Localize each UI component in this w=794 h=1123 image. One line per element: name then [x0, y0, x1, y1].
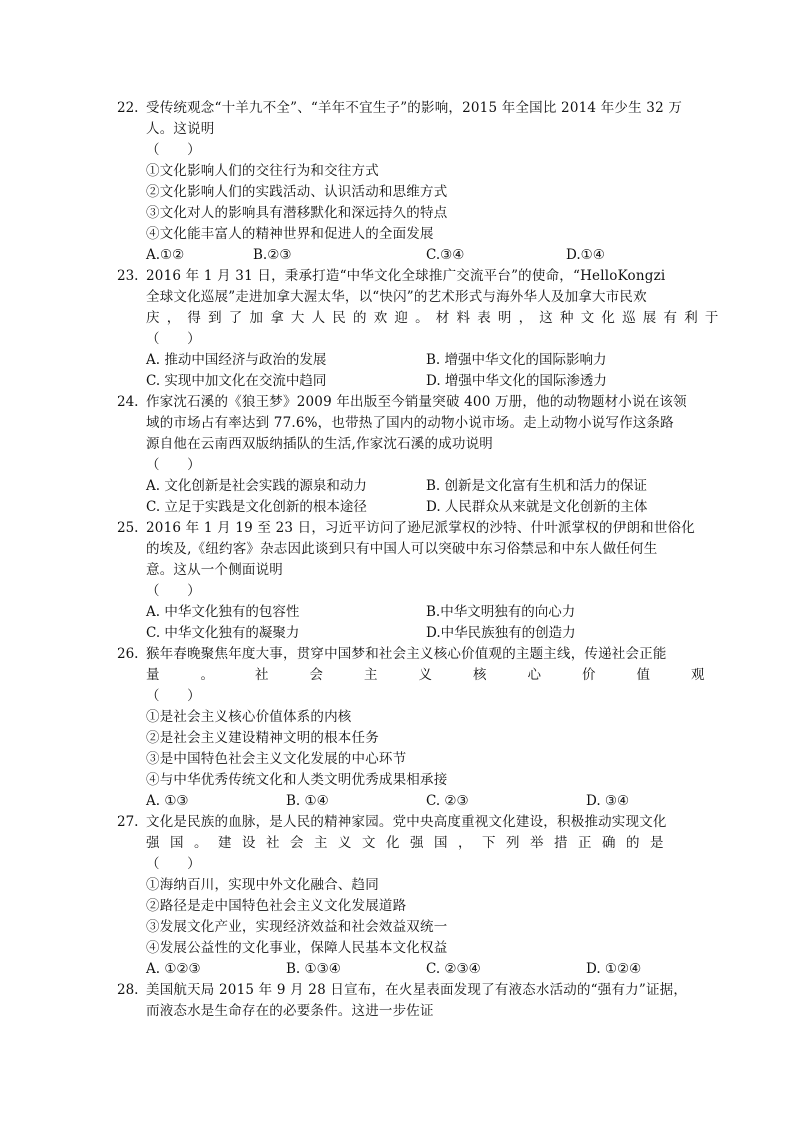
question-stem: 人。这说明 — [146, 121, 215, 137]
question-stem: 猴年春晚聚焦年度大事，贯穿中国梦和社会主义核心价值观的主题主线，传递社会正能 — [146, 646, 667, 662]
question-number: 26. — [117, 646, 139, 662]
question-number: 25. — [117, 520, 139, 536]
answer-blank: （ ） — [146, 331, 201, 347]
statement-item: ①海纳百川，实现中外文化融合、趋同 — [146, 877, 379, 893]
question-stem: 域的市场占有率达到 77.6%，也带热了国内的动物小说市场。走上动物小说写作这条路 — [146, 415, 674, 431]
question-stem: 强国。建设社会主义文化强国，下列举措正确的是 — [146, 835, 674, 851]
option-a: A. ①③ — [146, 793, 189, 809]
option-c: C. 实现中加文化在交流中趋同 — [146, 373, 327, 389]
question-stem: 作家沈石溪的《狼王梦》2009 年出版至今销量突破 400 万册，他的动物题材小说在该领 — [146, 394, 687, 410]
option-a: A. ①②③ — [146, 961, 201, 977]
option-c: C. ②③④ — [426, 961, 481, 977]
statement-item: ④发展公益性的文化事业，保障人民基本文化权益 — [146, 940, 448, 956]
question-stem: 2016 年 1 月 19 至 23 日，习近平访问了逊尼派掌权的沙特、什叶派掌权的伊朗和世俗化 — [146, 520, 695, 536]
option-a: A.①② — [146, 247, 185, 263]
statement-item: ③文化对人的影响具有潜移默化和深远持久的特点 — [146, 205, 448, 221]
statement-item: ②是社会主义建设精神文明的根本任务 — [146, 730, 379, 746]
question-number: 27. — [117, 814, 139, 830]
option-b: B.中华文明独有的向心力 — [426, 604, 576, 620]
question-stem: 庆，得到了加拿大人民的欢迎。材料表明，这种文化巡展有利于 — [146, 310, 726, 326]
option-d: D. 增强中华文化的国际渗透力 — [426, 373, 607, 389]
option-a: A. 文化创新是社会实践的源泉和动力 — [146, 478, 367, 494]
option-d: D. ①②④ — [586, 961, 642, 977]
question-stem: 源自他在云南西双版纳插队的生活,作家沈石溪的成功说明 — [146, 436, 493, 452]
question-number: 23. — [117, 268, 139, 284]
statement-item: ①是社会主义核心价值体系的内核 — [146, 709, 352, 725]
statement-item: ③是中国特色社会主义文化发展的中心环节 — [146, 751, 407, 767]
question-stem: 意。这从一个侧面说明 — [146, 562, 283, 578]
option-b: B. ①③④ — [286, 961, 341, 977]
option-c: C. ②③ — [426, 793, 469, 809]
question-number: 28. — [117, 982, 139, 998]
option-a: A. 中华文化独有的包容性 — [146, 604, 300, 620]
statement-item: ③发展文化产业，实现经济效益和社会效益双统一 — [146, 919, 448, 935]
option-d: D. ③④ — [586, 793, 630, 809]
question-stem: 2016 年 1 月 31 日，秉承打造“中华文化全球推广交流平台”的使命，“HelloKongzi — [146, 268, 666, 284]
statement-item: ④文化能丰富人的精神世界和促进人的全面发展 — [146, 226, 434, 242]
answer-blank: （ ） — [146, 688, 201, 704]
question-stem: 全球文化巡展”走进加拿大渥太华，以“快闪”的艺术形式与海外华人及加拿大市民欢 — [146, 289, 647, 305]
option-c: C. 中华文化独有的凝聚力 — [146, 625, 300, 641]
answer-blank: （ ） — [146, 856, 201, 872]
option-b: B. 创新是文化富有生机和活力的保证 — [426, 478, 648, 494]
question-stem: 美国航天局 2015 年 9 月 28 日宣布，在火星表面发现了有液态水活动的“强有力”证据， — [146, 982, 688, 998]
question-stem: 量。社会主义核心价值观 — [146, 667, 746, 683]
option-b: B. 增强中华文化的国际影响力 — [426, 352, 607, 368]
statement-item: ①文化影响人们的交往行为和交往方式 — [146, 163, 379, 179]
statement-item: ②路径是走中国特色社会主义文化发展道路 — [146, 898, 407, 914]
question-stem: 受传统观念“十羊九不全”、“羊年不宜生子”的影响，2015 年全国比 2014 年少生 32 万 — [146, 100, 683, 116]
question-number: 22. — [117, 100, 139, 116]
option-d: D.中华民族独有的创造力 — [426, 625, 576, 641]
option-a: A. 推动中国经济与政治的发展 — [146, 352, 327, 368]
question-stem: 文化是民族的血脉，是人民的精神家园。党中央高度重视文化建设，积极推动实现文化 — [146, 814, 667, 830]
question-stem: 的埃及,《纽约客》杂志因此谈到只有中国人可以突破中东习俗禁忌和中东人做任何生 — [146, 541, 658, 557]
statement-item: ④与中华优秀传统文化和人类文明优秀成果相承接 — [146, 772, 448, 788]
statement-item: ②文化影响人们的实践活动、认识活动和思维方式 — [146, 184, 448, 200]
question-number: 24. — [117, 394, 139, 410]
answer-blank: （ ） — [146, 583, 201, 599]
question-stem: 而液态水是生命存在的必要条件。这进一步佐证 — [146, 1003, 434, 1019]
answer-blank: （ ） — [146, 457, 201, 473]
option-b: B. ①④ — [286, 793, 329, 809]
option-c: C. 立足于实践是文化创新的根本途径 — [146, 499, 367, 515]
option-c: C.③④ — [426, 247, 465, 263]
answer-blank: （ ） — [146, 142, 201, 158]
option-d: D.①④ — [566, 247, 605, 263]
option-d: D. 人民群众从来就是文化创新的主体 — [426, 499, 648, 515]
option-b: B.②③ — [253, 247, 292, 263]
